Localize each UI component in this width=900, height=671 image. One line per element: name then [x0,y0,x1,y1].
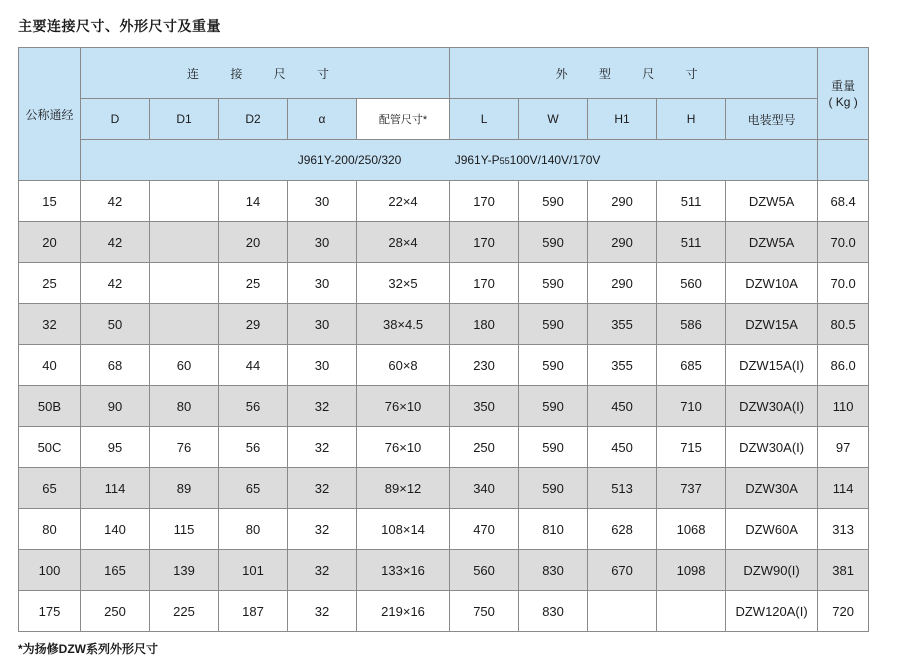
cell-alpha: 32 [288,468,357,509]
cell-weight: 68.4 [818,181,869,222]
cell-D2: 187 [219,591,288,632]
cell-W: 830 [519,591,588,632]
model-series-b-suffix: 100V/140V/170V [509,153,601,167]
cell-D1: 225 [150,591,219,632]
cell-D: 90 [81,386,150,427]
table-row [19,263,869,304]
cell-pipe-size: 89×12 [357,468,450,509]
cell-nominal: 100 [19,550,81,591]
cell-W: 590 [519,386,588,427]
cell-nominal: 80 [19,509,81,550]
cell-actuator-model: DZW5A [726,222,818,263]
cell-L: 250 [450,427,519,468]
cell-pipe-size: 76×10 [357,386,450,427]
cell-L: 750 [450,591,519,632]
table-row [19,468,869,509]
cell-alpha: 32 [288,509,357,550]
cell-pipe-size: 22×4 [357,181,450,222]
cell-weight: 70.0 [818,222,869,263]
cell-H: 1098 [657,550,726,591]
table-row [19,427,869,468]
cell-H1: 628 [588,509,657,550]
col-header-H: H [657,99,726,140]
cell-D: 114 [81,468,150,509]
cell-D: 68 [81,345,150,386]
cell-H [657,591,726,632]
cell-alpha: 30 [288,181,357,222]
cell-W: 590 [519,468,588,509]
table-row [19,222,869,263]
cell-D2: 65 [219,468,288,509]
cell-actuator-model: DZW5A [726,181,818,222]
table-row [19,509,869,550]
table-row [19,304,869,345]
cell-alpha: 32 [288,427,357,468]
cell-W: 590 [519,222,588,263]
cell-pipe-size: 219×16 [357,591,450,632]
cell-D2: 25 [219,263,288,304]
col-header-D2: D2 [219,99,288,140]
cell-H1: 450 [588,386,657,427]
cell-H: 511 [657,181,726,222]
cell-nominal: 32 [19,304,81,345]
cell-actuator-model: DZW30A(I) [726,386,818,427]
cell-nominal: 50B [19,386,81,427]
cell-L: 340 [450,468,519,509]
cell-nominal: 50C [19,427,81,468]
cell-weight: 86.0 [818,345,869,386]
cell-pipe-size: 76×10 [357,427,450,468]
cell-nominal: 40 [19,345,81,386]
cell-D1 [150,263,219,304]
cell-D: 140 [81,509,150,550]
cell-D2: 56 [219,427,288,468]
cell-weight: 97 [818,427,869,468]
cell-actuator-model: DZW10A [726,263,818,304]
cell-D2: 56 [219,386,288,427]
cell-pipe-size: 133×16 [357,550,450,591]
col-header-alpha: α [288,99,357,140]
cell-D2: 101 [219,550,288,591]
cell-weight: 114 [818,468,869,509]
cell-weight: 720 [818,591,869,632]
cell-D: 42 [81,263,150,304]
cell-actuator-model: DZW90(I) [726,550,818,591]
cell-alpha: 32 [288,550,357,591]
cell-weight: 70.0 [818,263,869,304]
footnote: *为扬修DZW系列外形尺寸 [18,642,158,656]
cell-pipe-size: 60×8 [357,345,450,386]
col-header-H1: H1 [588,99,657,140]
cell-pipe-size: 38×4.5 [357,304,450,345]
cell-H: 1068 [657,509,726,550]
cell-L: 170 [450,181,519,222]
cell-L: 170 [450,263,519,304]
cell-weight: 80.5 [818,304,869,345]
cell-D1 [150,222,219,263]
cell-actuator-model: DZW30A(I) [726,427,818,468]
cell-L: 180 [450,304,519,345]
cell-H: 737 [657,468,726,509]
col-header-pipe-size: 配管尺寸* [357,99,450,140]
cell-nominal: 15 [19,181,81,222]
header-connection-dimensions: 连 接 尺 寸 [81,48,450,99]
cell-nominal: 20 [19,222,81,263]
cell-H1: 450 [588,427,657,468]
cell-D1: 115 [150,509,219,550]
cell-W: 590 [519,181,588,222]
cell-H: 685 [657,345,726,386]
cell-alpha: 30 [288,345,357,386]
cell-D: 42 [81,181,150,222]
cell-D2: 20 [219,222,288,263]
cell-H: 715 [657,427,726,468]
table-row [19,345,869,386]
cell-alpha: 30 [288,222,357,263]
cell-weight: 381 [818,550,869,591]
cell-H1: 290 [588,263,657,304]
cell-alpha: 32 [288,386,357,427]
table-row [19,591,869,632]
cell-L: 350 [450,386,519,427]
cell-W: 590 [519,304,588,345]
cell-D2: 14 [219,181,288,222]
cell-weight: 110 [818,386,869,427]
cell-D: 42 [81,222,150,263]
cell-W: 810 [519,509,588,550]
col-header-D1: D1 [150,99,219,140]
model-series-b-prefix: J961Y-P [454,153,500,167]
cell-W: 590 [519,345,588,386]
cell-D: 95 [81,427,150,468]
cell-D1: 60 [150,345,219,386]
col-header-actuator-model: 电装型号 [726,99,818,140]
cell-H: 586 [657,304,726,345]
cell-L: 230 [450,345,519,386]
table-row [19,386,869,427]
cell-D1 [150,181,219,222]
header-weight: 重量 ( Kg ) [818,48,869,140]
header-outline-dimensions: 外 型 尺 寸 [450,48,818,99]
cell-W: 590 [519,263,588,304]
cell-nominal: 65 [19,468,81,509]
weight-header-spacer [818,140,869,181]
cell-nominal: 25 [19,263,81,304]
cell-actuator-model: DZW60A [726,509,818,550]
cell-D: 165 [81,550,150,591]
page-title: 主要连接尺寸、外形尺寸及重量 [18,18,221,34]
cell-H1: 513 [588,468,657,509]
cell-D: 50 [81,304,150,345]
cell-H: 560 [657,263,726,304]
model-series-note [81,140,818,181]
cell-pipe-size: 32×5 [357,263,450,304]
cell-H1: 290 [588,181,657,222]
cell-actuator-model: DZW120A(I) [726,591,818,632]
model-series-b-sub: 55 [499,156,510,166]
cell-actuator-model: DZW15A(I) [726,345,818,386]
cell-alpha: 32 [288,591,357,632]
cell-pipe-size: 28×4 [357,222,450,263]
cell-L: 560 [450,550,519,591]
cell-L: 170 [450,222,519,263]
cell-actuator-model: DZW30A [726,468,818,509]
cell-D1 [150,304,219,345]
cell-alpha: 30 [288,263,357,304]
table-row [19,181,869,222]
cell-H1: 355 [588,345,657,386]
col-header-W: W [519,99,588,140]
cell-D2: 44 [219,345,288,386]
spec-table [18,47,869,632]
cell-D1: 139 [150,550,219,591]
cell-W: 590 [519,427,588,468]
cell-H1: 355 [588,304,657,345]
cell-H1: 290 [588,222,657,263]
cell-D1: 80 [150,386,219,427]
cell-actuator-model: DZW15A [726,304,818,345]
cell-H1 [588,591,657,632]
cell-nominal: 175 [19,591,81,632]
header-nominal-diameter: 公称通经 [19,48,81,181]
cell-H: 710 [657,386,726,427]
cell-D1: 76 [150,427,219,468]
cell-D: 250 [81,591,150,632]
cell-pipe-size: 108×14 [357,509,450,550]
cell-D2: 29 [219,304,288,345]
cell-L: 470 [450,509,519,550]
cell-weight: 313 [818,509,869,550]
cell-alpha: 30 [288,304,357,345]
col-header-L: L [450,99,519,140]
cell-D1: 89 [150,468,219,509]
cell-D2: 80 [219,509,288,550]
model-series-a: J961Y-200/250/320 [297,153,402,167]
col-header-D: D [81,99,150,140]
cell-H1: 670 [588,550,657,591]
cell-H: 511 [657,222,726,263]
spec-table-body [19,181,869,632]
table-row [19,550,869,591]
cell-W: 830 [519,550,588,591]
